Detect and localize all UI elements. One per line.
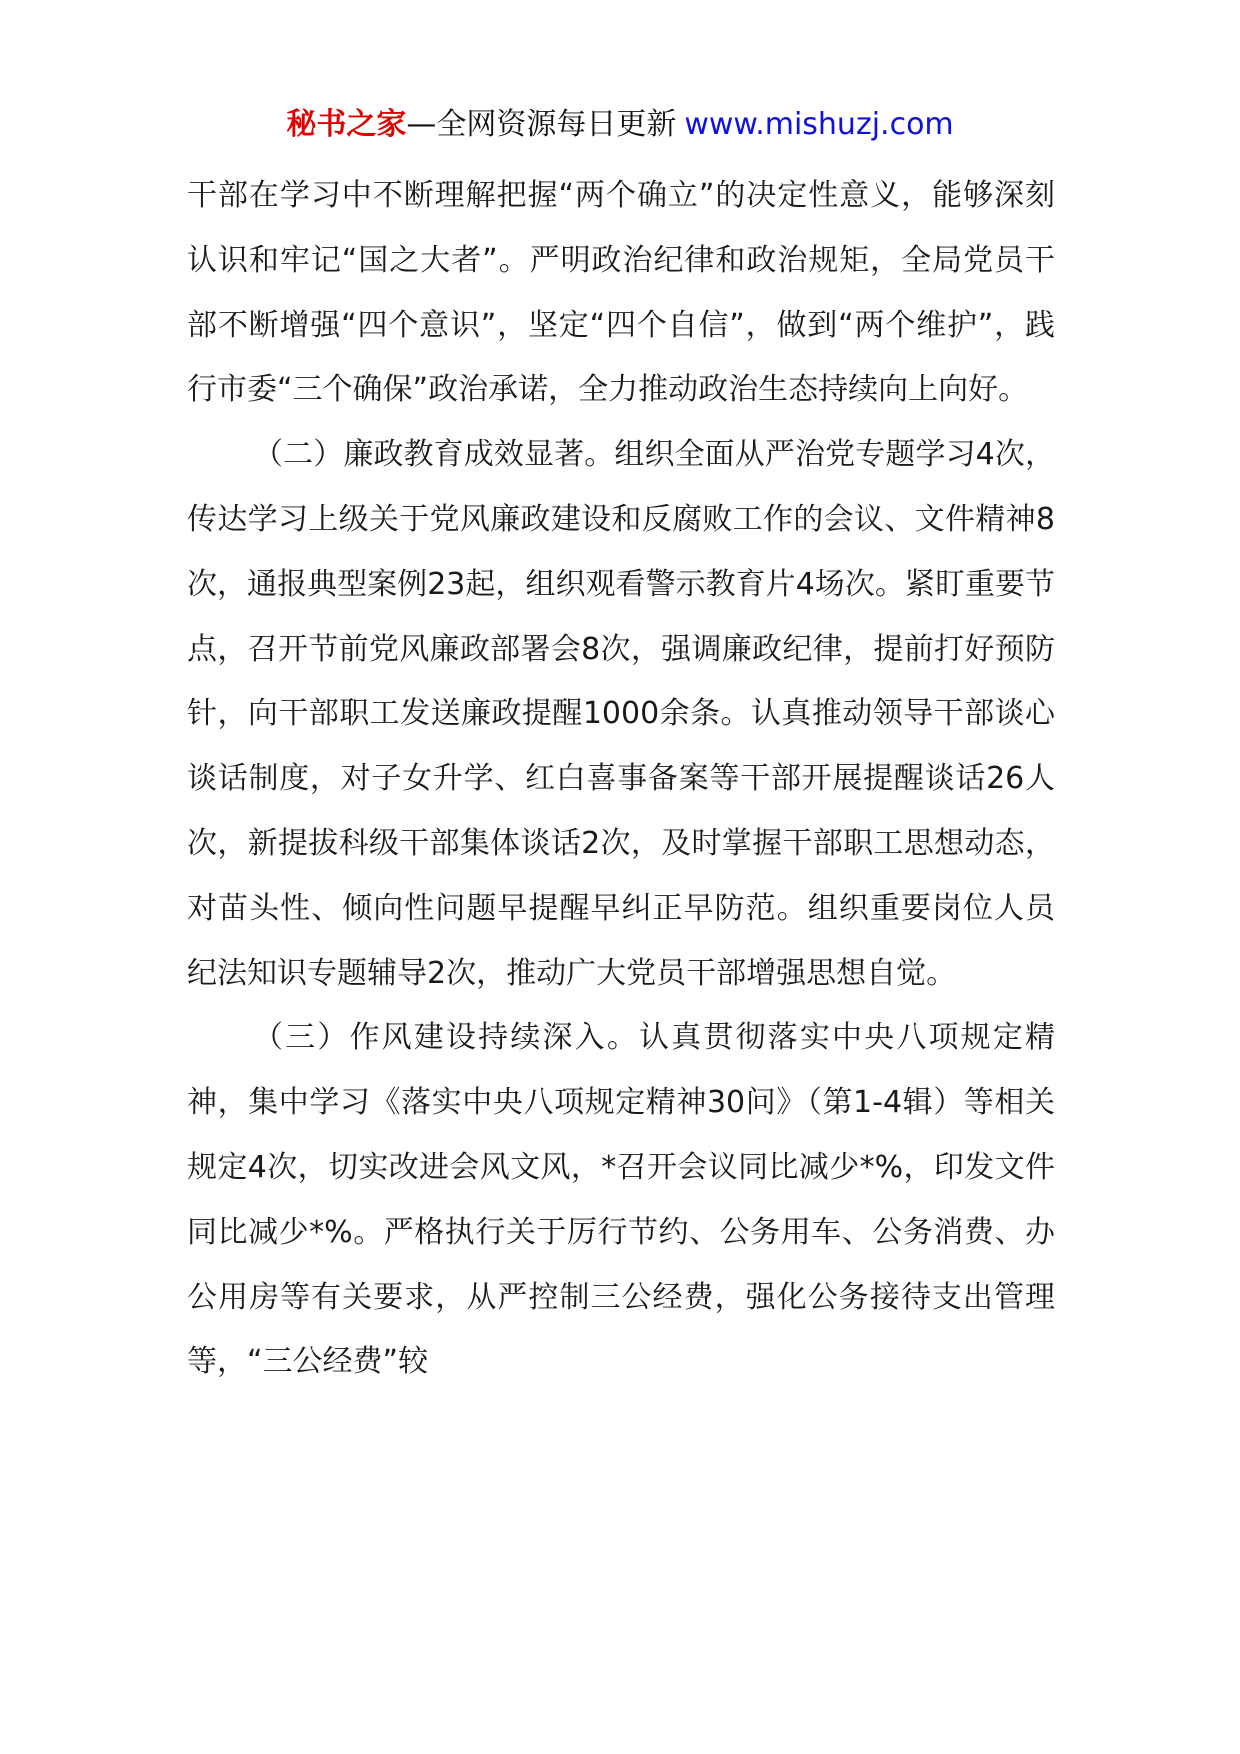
document-body — [187, 164, 1055, 1395]
header-tagline: —全网资源每日更新 — [406, 107, 677, 142]
header-url-link[interactable]: www.mishuzj.com — [684, 107, 954, 142]
header-brand: 秘书之家 — [286, 107, 407, 142]
paragraph-integrity-education: （二）廉政教育成效显著。组织全面从严治党专题学习4次，传达学习上级关于党风廉政建设和反腐败工作的会议、文件精神8次，通报典型案例23起，组织观看警示教育片4场次。紧盯重要节点，召开节前党风廉政部署会8次，强调廉政纪律，提前打好预防针，向干部职工发送廉政提醒1000余条。认真推动领导干部谈心谈话制度，对子女升学、红白喜事备案等干部开展提醒谈话26人次，新提拔科级干部集体谈话2次，及时掌握干部职工思想动态，对苗头性、倾向性问题早提醒早纠正早防范。组织重要岗位人员纪法知识专题辅导2次，推动广大党员干部增强思想自觉。 — [187, 437, 1055, 991]
page-header — [0, 103, 1240, 147]
paragraph-continuation: 干部在学习中不断理解把握“两个确立”的决定性意义，能够深刻认识和牢记“国之大者”。严明政治纪律和政治规矩，全局党员干部不断增强“四个意识”，坚定“四个自信”，做到“两个维护”，践行市委“三个确保”政治承诺，全力推动政治生态持续向上向好。 — [187, 178, 1055, 408]
paragraph-work-style: （三）作风建设持续深入。认真贯彻落实中央八项规定精神，集中学习《落实中央八项规定精神30问》（第1-4辑）等相关规定4次，切实改进会风文风，*召开会议同比减少*%，印发文件同比减少*%。严格执行关于厉行节约、公务用车、公务消费、办公用房等有关要求，从严控制三公经费，强化公务接待支出管理等，“三公经费”较 — [187, 1020, 1055, 1380]
